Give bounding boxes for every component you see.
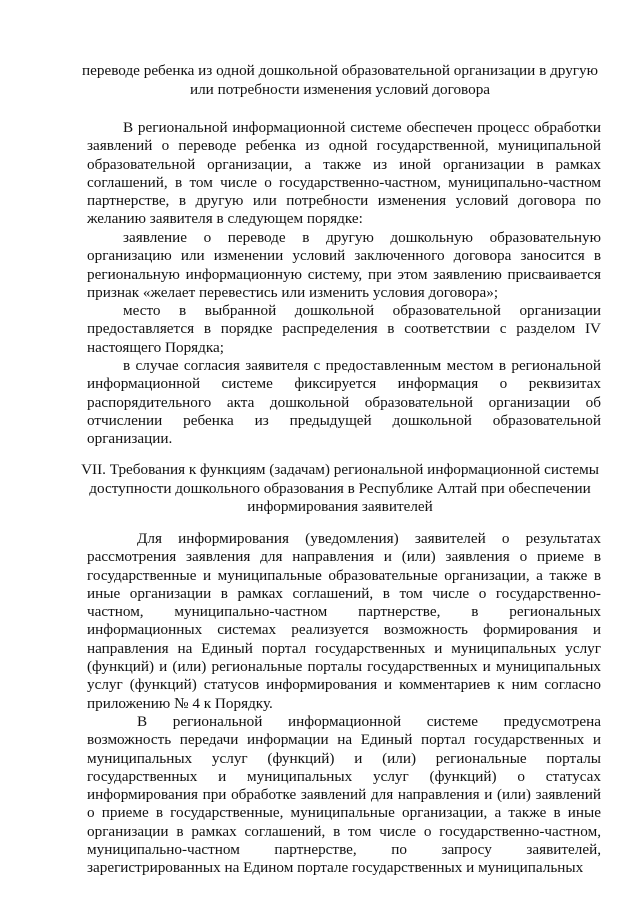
paragraph: В региональной информационной системе предусмотрена возможность передачи информации на Единый портал государственных и муниципальных услуг (функций) и (или) региональные порталы государственных и муниципальных услуг (функций) о статусах информирования при обработке заявлений для направления и (или) заявлений о приеме в государственные, муниципальные организации, а также в иные организации в рамках соглашений, в том числе о государственно-частном, муниципально-частном партнерстве, по запросу заявителей, зарегистрированных на Едином портале государственных и муниципальных xyxy=(87,713,601,877)
paragraph: заявление о переводе в другую дошкольную образовательную организацию или изменении условий заключенного договора заносится в региональную информационную систему, при этом заявлению присваивается признак «желает перевестись или изменить условия договора»; xyxy=(87,229,601,301)
section-heading-vii: VII. Требования к функциям (задачам) региональной информационной системы доступности дошкольного образования в Республике Алтай при обеспечении информирования заявителей xyxy=(81,461,599,515)
section-heading-continuation: переводе ребенка из одной дошкольной образовательной организации в другую или потребности изменения условий договора xyxy=(82,62,598,98)
paragraph: Для информирования (уведомления) заявителей о результатах рассмотрения заявления для направления и (или) заявления о приеме в государственные и муниципальные образовательные организации, а также в иные организации в рамках соглашений, в том числе о государственно-частном, муниципально-частном партнерстве, в региональных информационных системах реализуется возможность формирования и направления на Единый портал государственных и муниципальных услуг (функций) и (или) региональные порталы государственных и муниципальных услуг (функций) статусов информирования и комментариев к ним согласно приложению № 4 к Порядку. xyxy=(87,530,601,712)
paragraph: в случае согласия заявителя с предоставленным местом в региональной информационной системе фиксируется информация о реквизитах распорядительного акта дошкольной образовательной организации об отчислении ребенка из предыдущей дошкольной образовательной организации. xyxy=(87,357,601,448)
paragraph: место в выбранной дошкольной образовательной организации предоставляется в порядке распределения в соответствии с разделом IV настоящего Порядка; xyxy=(87,302,601,356)
paragraph: В региональной информационной системе обеспечен процесс обработки заявлений о переводе ребенка из одной государственной, муниципальной образовательной организации, а также из иной организации в рамках соглашений, в том числе о государственно-частном, муниципально-частном партнерстве, в другую или потребности изменения условий договора по желанию заявителя в следующем порядке: xyxy=(87,119,601,228)
